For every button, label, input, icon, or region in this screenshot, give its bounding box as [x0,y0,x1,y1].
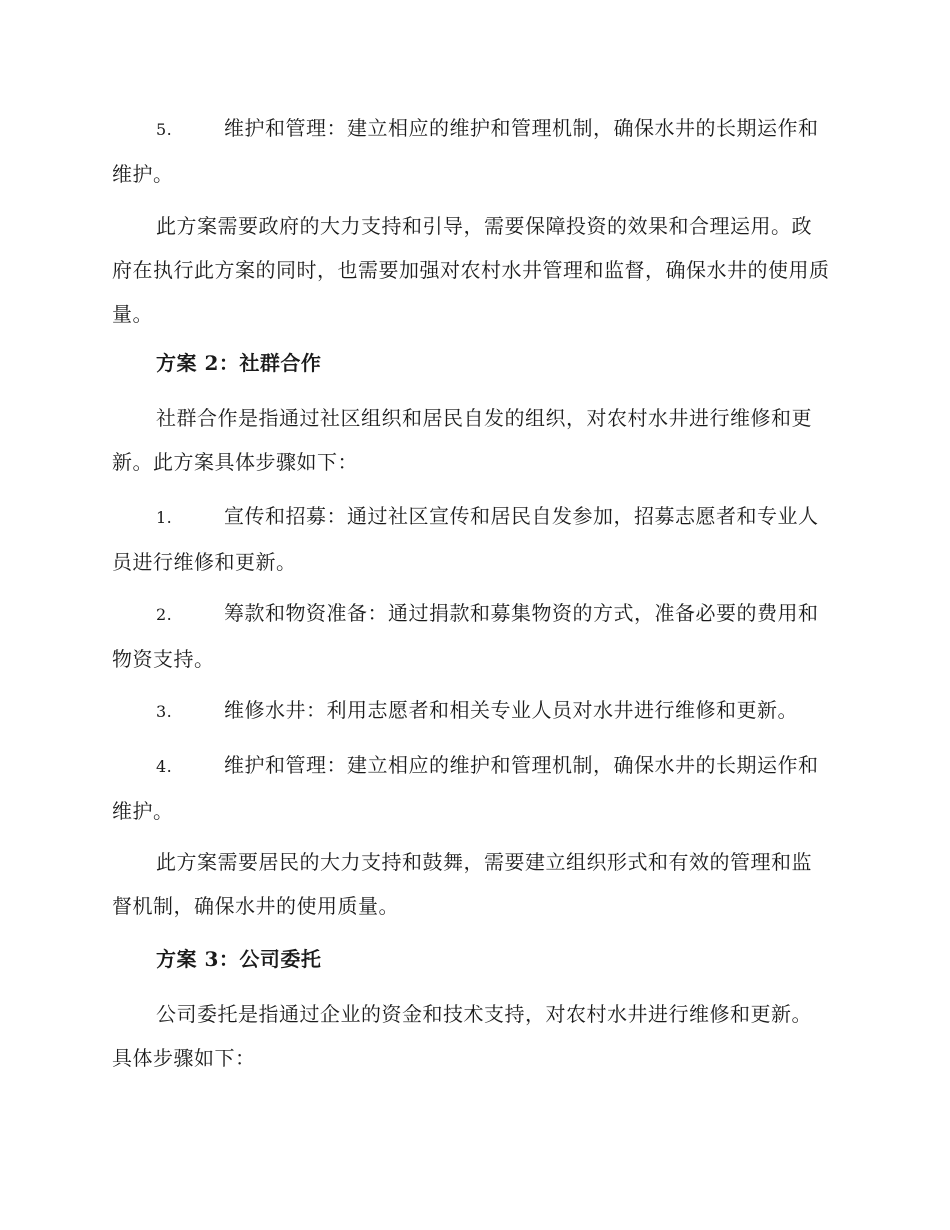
paragraph: 此方案需要政府的大力支持和引导，需要保障投资的效果和合理运用。政府在执行此方案的同时，也需要加强对农村水井管理和监督，确保水井的使用质量。 [112,214,830,326]
list-number: 2. [156,605,173,624]
list-item [112,106,832,196]
list-item-text: 筹款和物资准备：通过捐款和募集物资的方式，准备必要的费用和物资支持。 [112,601,819,671]
list-item-text: 维修水井：利用志愿者和相关专业人员对水井进行维修和更新。 [224,698,798,722]
list-number: 3. [156,702,173,721]
list-item [112,591,832,681]
section-heading: 方案 2：社群合作 [156,351,322,375]
list-item [112,494,832,584]
list-number: 1. [156,508,173,527]
list-item-text: 维护和管理：建立相应的维护和管理机制，确保水井的长期运作和维护。 [112,116,819,186]
list-number: 5. [156,120,173,139]
paragraph: 社群合作是指通过社区组织和居民自发的组织，对农村水井进行维修和更新。此方案具体步骤如下： [112,406,812,474]
list-number: 4. [156,757,173,776]
paragraph: 公司委托是指通过企业的资金和技术支持，对农村水井进行维修和更新。具体步骤如下： [112,1002,812,1070]
list-item [112,743,832,833]
section-heading: 方案 3：公司委托 [156,947,322,971]
list-item-text: 宣传和招募：通过社区宣传和居民自发参加，招募志愿者和专业人员进行维修和更新。 [112,504,819,574]
paragraph: 此方案需要居民的大力支持和鼓舞，需要建立组织形式和有效的管理和监督机制，确保水井的使用质量。 [112,850,812,918]
list-item [112,688,832,734]
list-item-text: 维护和管理：建立相应的维护和管理机制，确保水井的长期运作和维护。 [112,753,819,823]
